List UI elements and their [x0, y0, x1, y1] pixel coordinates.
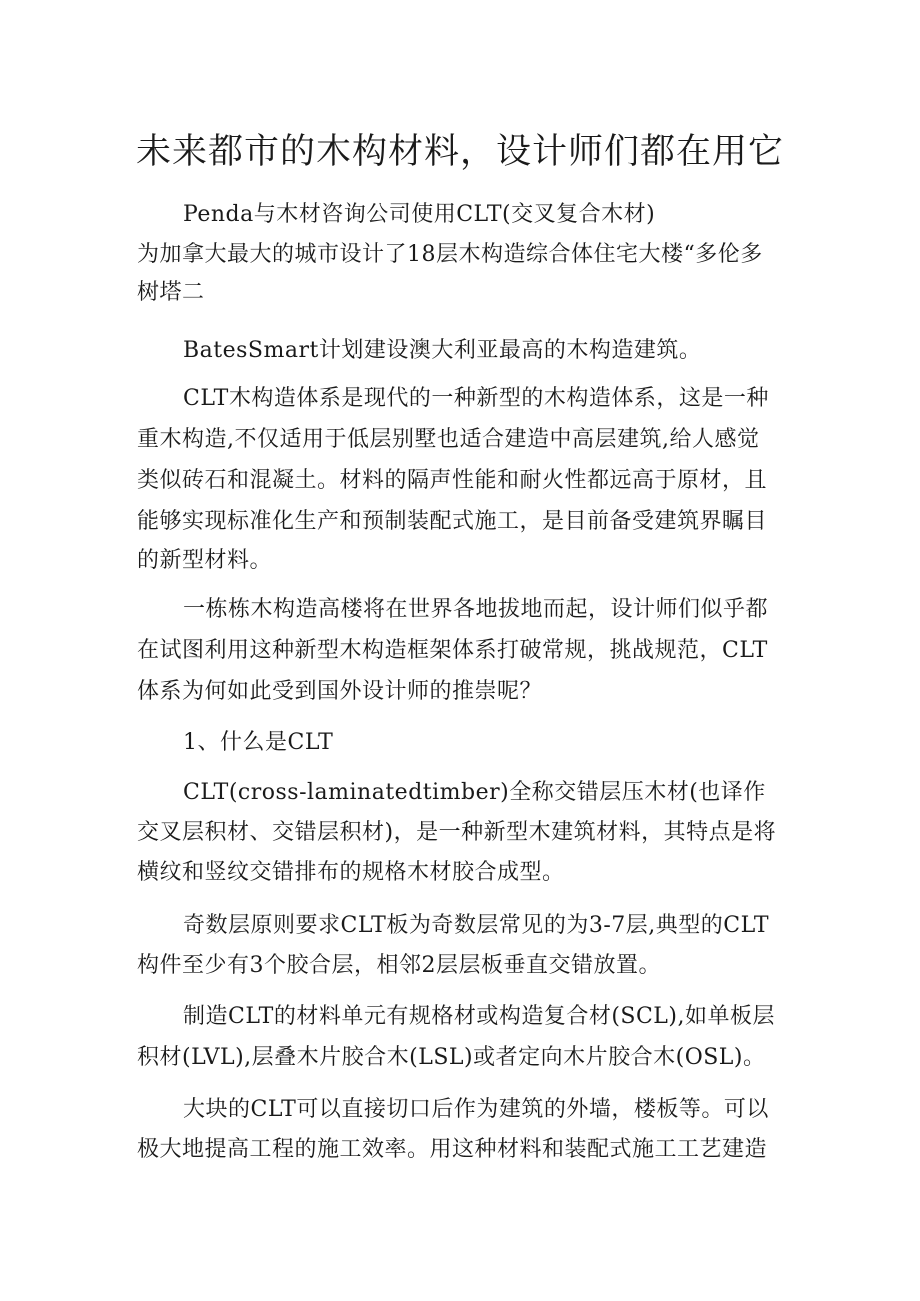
paragraph-4-line-2: 在试图利用这种新型木构造框架体系打破常规，挑战规范，CLT [137, 638, 768, 663]
paragraph-3-line-3: 类似砖石和混凝土。材料的隔声性能和耐火性都远高于原材，且 [137, 468, 768, 493]
paragraph-4-line-3: 体系为何如此受到国外设计师的推崇呢？ [137, 679, 543, 704]
paragraph-1-line-1: Penda与木材咨询公司使用CLT(交叉复合木材) [183, 202, 656, 227]
paragraph-5-line-1: CLT(cross-laminatedtimber)全称交错层压木材(也译作 [183, 780, 766, 805]
paragraph-7-line-2: 积材(LVL),层叠木片胶合木(LSL)或者定向木片胶合木(OSL)。 [137, 1045, 766, 1070]
paragraph-2-line-1: BatesSmart计划建设澳大利亚最高的木构造建筑。 [183, 338, 702, 363]
document-title: 未来都市的木构材料，设计师们都在用它 [135, 132, 784, 172]
paragraph-3-line-4: 能够实现标准化生产和预制装配式施工，是目前备受建筑界瞩目 [137, 509, 768, 534]
section-heading-1: 1、什么是CLT [183, 730, 334, 755]
paragraph-7-line-1: 制造CLT的材料单元有规格材或构造复合材(SCL),如单板层 [183, 1004, 775, 1029]
paragraph-5-line-2: 交叉层积材、交错层积材)，是一种新型木建筑材料，其特点是将 [137, 820, 777, 845]
paragraph-1-line-2: 为加拿大最大的城市设计了18层木构造综合体住宅大楼“多伦多 [137, 242, 763, 267]
paragraph-6-line-2: 构件至少有3个胶合层，相邻2层层板垂直交错放置。 [137, 953, 661, 978]
paragraph-5-line-3: 横纹和竖纹交错排布的规格木材胶合成型。 [137, 860, 565, 885]
paragraph-8-line-2: 极大地提高工程的施工效率。用这种材料和装配式施工工艺建造 [137, 1137, 768, 1162]
paragraph-3-line-5: 的新型材料。 [137, 548, 273, 573]
paragraph-1-line-3: 树塔二 [137, 280, 205, 305]
paragraph-3-line-1: CLT木构造体系是现代的一种新型的木构造体系，这是一种 [183, 386, 769, 411]
paragraph-8-line-1: 大块的CLT可以直接切口后作为建筑的外墙，楼板等。可以 [183, 1097, 769, 1122]
paragraph-6-line-1: 奇数层原则要求CLT板为奇数层常见的为3-7层,典型的CLT [183, 913, 770, 938]
paragraph-3-line-2: 重木构造,不仅适用于低层别墅也适合建造中高层建筑,给人感觉 [137, 427, 760, 452]
paragraph-4-line-1: 一栋栋木构造高楼将在世界各地拔地而起，设计师们似乎都 [183, 597, 769, 622]
